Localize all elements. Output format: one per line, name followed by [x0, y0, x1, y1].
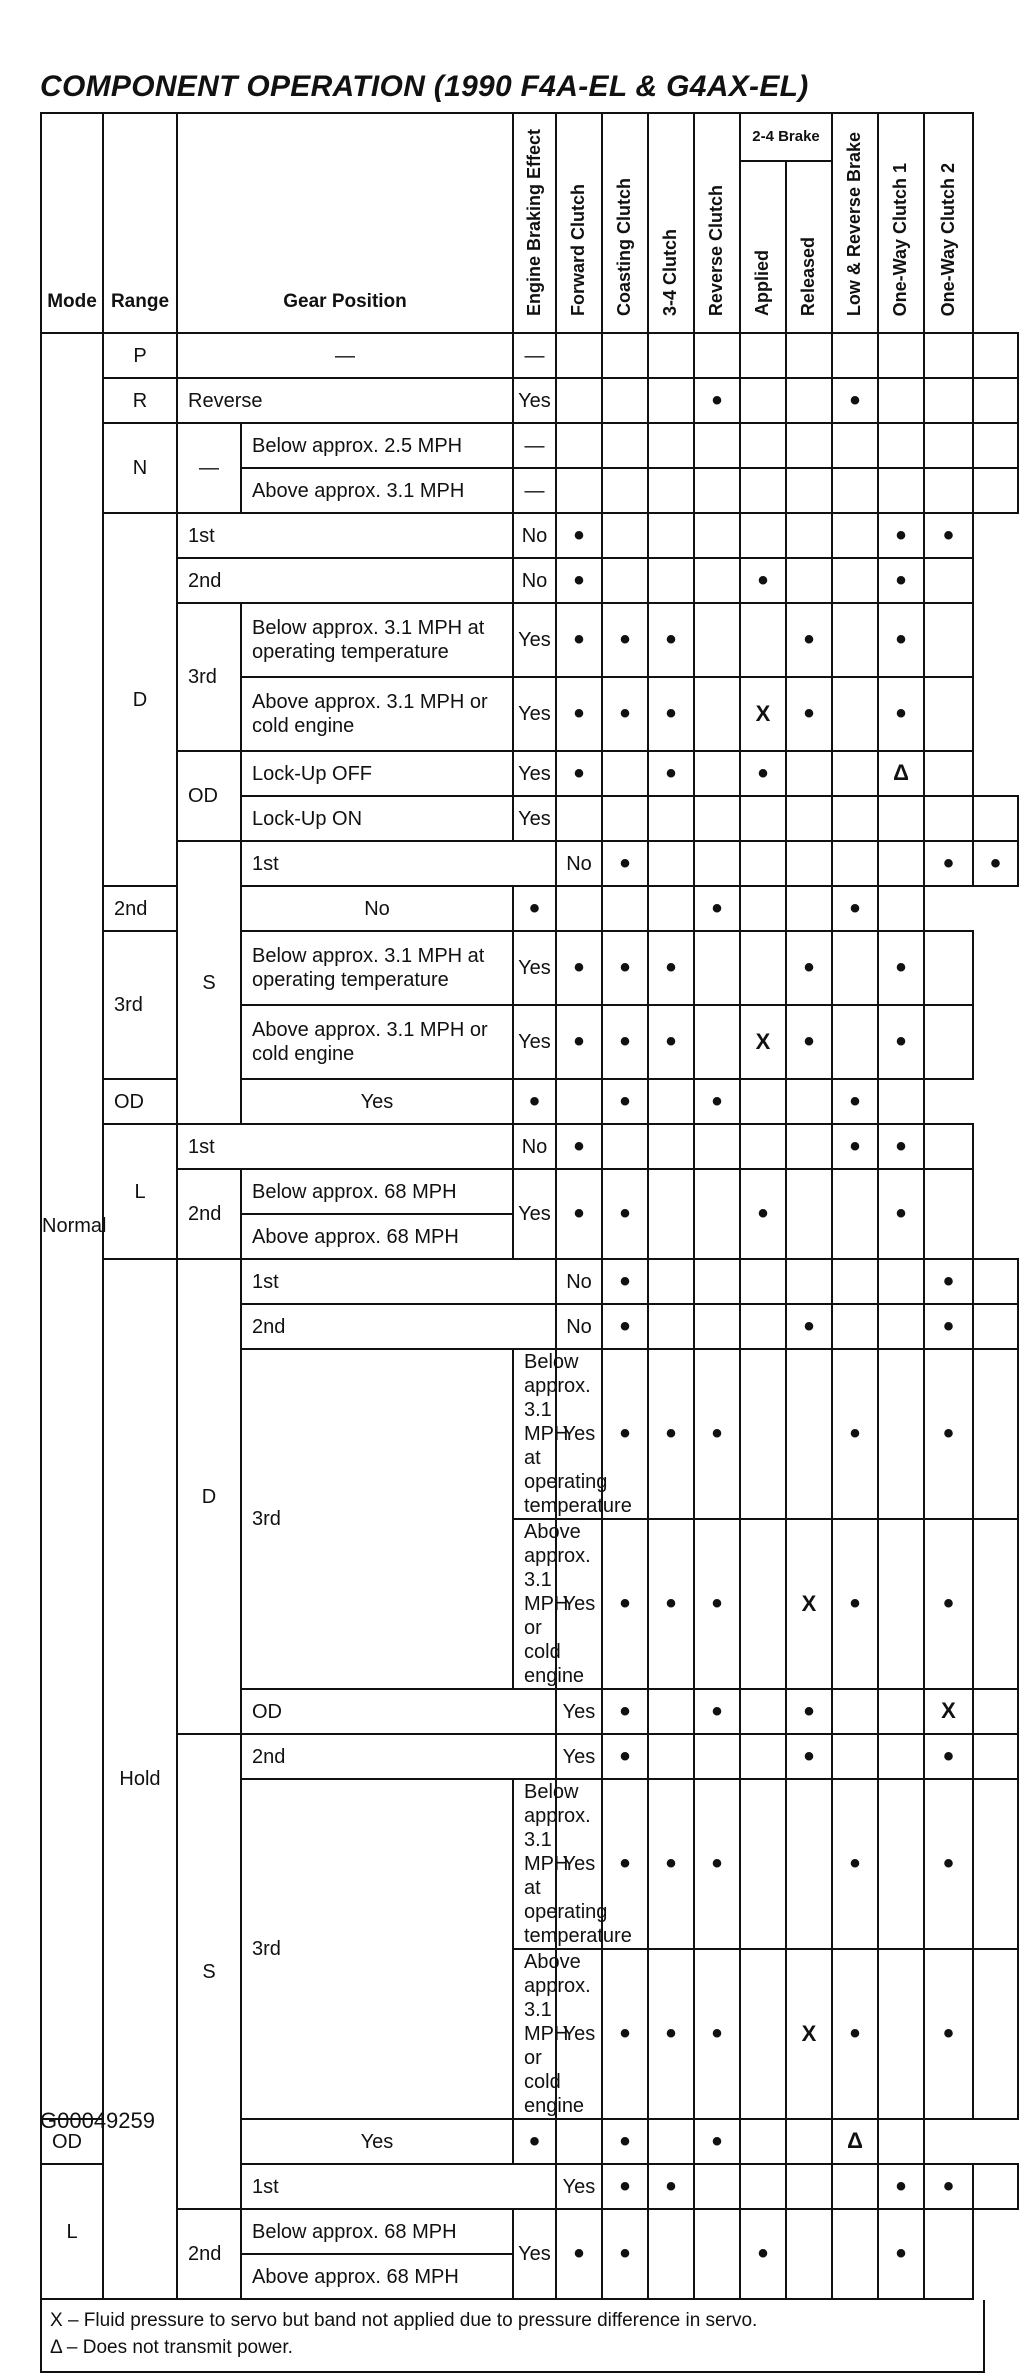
gear-label: 3rd	[177, 603, 241, 751]
header-reverse-clutch: Reverse Clutch	[694, 113, 740, 333]
engine-braking-value: Yes	[513, 1169, 556, 1259]
mode-hold: Hold	[103, 1259, 177, 2299]
cell-dot: •	[602, 1779, 648, 1949]
engine-braking-value: Yes	[513, 1005, 556, 1079]
cell-dot: •	[786, 603, 832, 677]
cell-dot: •	[924, 1349, 973, 1519]
cell-dot: •	[924, 1519, 973, 1689]
cell-delta: Δ	[832, 2119, 878, 2164]
header-34-clutch: 3-4 Clutch	[648, 113, 694, 333]
cell-dot: •	[602, 1304, 648, 1349]
gear-label: OD	[241, 1689, 556, 1734]
gear-label: OD	[41, 2119, 177, 2164]
header-coasting-clutch: Coasting Clutch	[602, 113, 648, 333]
header-24-brake: 2-4 Brake	[740, 113, 832, 161]
table-row	[41, 1079, 1018, 1124]
cell-dot: •	[878, 931, 924, 1005]
engine-braking-value: Yes	[556, 1779, 602, 1949]
cell-dot: •	[786, 1005, 832, 1079]
cell-dot: •	[602, 1005, 648, 1079]
cell-dot: •	[602, 1169, 648, 1259]
cell-dot: •	[648, 2164, 694, 2209]
condition-label: Above approx. 3.1 MPH or cold engine	[513, 1519, 556, 1689]
cell-dot: •	[878, 2164, 924, 2209]
condition-label: Above approx. 3.1 MPH or cold engine	[513, 1949, 556, 2119]
cell-dot: •	[694, 2119, 740, 2164]
cell-dot: •	[832, 378, 878, 423]
condition-label: Lock-Up ON	[241, 796, 513, 841]
cell-dot: •	[740, 558, 786, 603]
page-title: COMPONENT OPERATION (1990 F4A-EL & G4AX-EL)	[40, 70, 809, 103]
engine-braking-value: No	[556, 1259, 602, 1304]
condition-label: Above approx. 68 MPH	[241, 2254, 513, 2299]
gear-label: OD	[177, 751, 241, 841]
table-row	[41, 1124, 1018, 1169]
cell-dot: •	[740, 751, 786, 796]
cell-dot: •	[513, 1079, 556, 1124]
gear-label: Reverse	[177, 378, 513, 423]
table-row	[41, 886, 1018, 931]
cell-dot: •	[694, 1949, 740, 2119]
table-row	[41, 423, 1018, 468]
component-operation-table-container	[40, 112, 1019, 2373]
legend	[40, 2300, 985, 2373]
cell-dot: •	[602, 2119, 648, 2164]
engine-braking-value: Yes	[513, 931, 556, 1005]
cell-dot: •	[556, 513, 602, 558]
cell-dot: •	[832, 1779, 878, 1949]
cell-x: X	[740, 1005, 786, 1079]
engine-braking-value: Yes	[513, 2209, 556, 2299]
header-mode: Mode	[41, 113, 103, 333]
cell-dot: •	[602, 1689, 648, 1734]
cell-dot: •	[832, 1124, 878, 1169]
cell-dot: •	[832, 1349, 878, 1519]
figure-id: G00049259	[40, 2108, 155, 2133]
cell-dot: •	[878, 2209, 924, 2299]
engine-braking-value: Yes	[513, 751, 556, 796]
cell-dot: •	[878, 513, 924, 558]
cell-dot: •	[602, 1349, 648, 1519]
cell-dot: •	[740, 1169, 786, 1259]
engine-braking-value: No	[241, 886, 513, 931]
range-label: R	[103, 378, 177, 423]
cell-x: X	[786, 1949, 832, 2119]
condition-label: Below approx. 2.5 MPH	[241, 423, 513, 468]
header-applied: Applied	[740, 161, 786, 333]
cell-dot: •	[602, 603, 648, 677]
gear-label: 2nd	[241, 1304, 556, 1349]
gear-label: 2nd	[241, 1734, 556, 1779]
gear-label: 2nd	[177, 558, 513, 603]
cell-dot: •	[648, 751, 694, 796]
cell-dot: •	[602, 1519, 648, 1689]
cell-dot: •	[832, 1519, 878, 1689]
cell-dot: •	[513, 886, 556, 931]
range-label: S	[177, 841, 241, 1124]
cell-dot: •	[556, 2209, 602, 2299]
gear-label: —	[177, 333, 513, 378]
cell-dot: •	[694, 886, 740, 931]
cell-dot: •	[648, 1005, 694, 1079]
header-one-way-clutch-2: One-Way Clutch 2	[924, 113, 973, 333]
header-low-reverse-brake: Low & Reverse Brake	[832, 113, 878, 333]
gear-label: 1st	[177, 513, 513, 558]
gear-label: 2nd	[103, 886, 241, 931]
cell-dot: •	[740, 2209, 786, 2299]
header-forward-clutch: Forward Clutch	[556, 113, 602, 333]
cell-dot: •	[786, 1734, 832, 1779]
gear-label: 1st	[241, 1259, 556, 1304]
cell-dot: •	[602, 677, 648, 751]
engine-braking-value: No	[556, 841, 602, 886]
cell-dot: •	[556, 677, 602, 751]
cell-dot: •	[973, 841, 1018, 886]
gear-label: 1st	[177, 1124, 513, 1169]
range-label: D	[103, 513, 177, 886]
condition-label: Lock-Up OFF	[241, 751, 513, 796]
engine-braking-value: No	[513, 558, 556, 603]
table-row	[41, 841, 1018, 886]
cell-dot: •	[513, 2119, 556, 2164]
cell-delta: Δ	[878, 751, 924, 796]
cell-dot: •	[602, 1079, 648, 1124]
cell-dot: •	[924, 1734, 973, 1779]
gear-label: 2nd	[177, 1169, 241, 1259]
cell-dot: •	[786, 1689, 832, 1734]
cell-dot: •	[786, 677, 832, 751]
table-row	[41, 378, 1018, 423]
table-row	[41, 2209, 1018, 2254]
cell-dot: •	[924, 1259, 973, 1304]
range-label: P	[103, 333, 177, 378]
cell-dot: •	[602, 931, 648, 1005]
cell-dot: •	[832, 1949, 878, 2119]
condition-label: Below approx. 3.1 MPH at operating temperature	[241, 931, 513, 1005]
table-row	[41, 1259, 1018, 1304]
cell-dot: •	[694, 1349, 740, 1519]
cell-dot: •	[878, 1005, 924, 1079]
gear-label: 1st	[241, 841, 556, 886]
condition-label: Below approx. 68 MPH	[241, 2209, 513, 2254]
cell-dot: •	[648, 1779, 694, 1949]
header-released: Released	[786, 161, 832, 333]
condition-label: Above approx. 3.1 MPH or cold engine	[241, 1005, 513, 1079]
cell-dot: •	[648, 1949, 694, 2119]
engine-braking-value: Yes	[556, 1734, 602, 1779]
gear-label: 3rd	[241, 1349, 513, 1689]
cell-dot: •	[556, 603, 602, 677]
range-label: S	[177, 1734, 241, 2209]
condition-label: Above approx. 68 MPH	[241, 1214, 513, 1259]
component-operation-table	[40, 112, 1019, 2300]
cell-dot: •	[556, 751, 602, 796]
table-row	[41, 558, 1018, 603]
condition-label: Below approx. 3.1 MPH at operating temperature	[513, 1349, 556, 1519]
table-row	[41, 751, 1018, 796]
cell-dot: •	[878, 558, 924, 603]
engine-braking-value: Yes	[556, 1689, 602, 1734]
cell-dot: •	[924, 1779, 973, 1949]
cell-dot: •	[556, 1005, 602, 1079]
cell-dot: •	[556, 931, 602, 1005]
cell-dot: •	[602, 841, 648, 886]
engine-braking-value: Yes	[556, 1349, 602, 1519]
condition-label: Below approx. 3.1 MPH at operating temperature	[241, 603, 513, 677]
cell-dot: •	[924, 513, 973, 558]
cell-x: X	[786, 1519, 832, 1689]
cell-dot: •	[556, 1124, 602, 1169]
cell-dot: •	[878, 1124, 924, 1169]
engine-braking-value: Yes	[513, 796, 556, 841]
cell-dot: •	[924, 1304, 973, 1349]
range-label: L	[41, 2164, 103, 2299]
cell-dot: •	[556, 558, 602, 603]
range-label: N	[103, 423, 177, 513]
cell-dot: •	[648, 931, 694, 1005]
engine-braking-value: Yes	[556, 2164, 602, 2209]
cell-dot: •	[832, 1079, 878, 1124]
header-engine-braking: Engine Braking Effect	[513, 113, 556, 333]
cell-dot: •	[694, 378, 740, 423]
condition-label: Above approx. 3.1 MPH or cold engine	[241, 677, 513, 751]
condition-label: Below approx. 3.1 MPH at operating temperature	[513, 1779, 556, 1949]
table-row	[41, 603, 1018, 677]
mode-normal: Normal	[41, 333, 103, 2119]
cell-dot: •	[602, 1734, 648, 1779]
gear-label: —	[177, 423, 241, 513]
cell-dot: •	[878, 603, 924, 677]
cell-dot: •	[694, 1079, 740, 1124]
header-row	[41, 113, 1018, 161]
header-one-way-clutch-1: One-Way Clutch 1	[878, 113, 924, 333]
cell-x: X	[924, 1689, 973, 1734]
engine-braking-value: Yes	[513, 677, 556, 751]
legend-delta-note: Δ – Does not transmit power.	[50, 2336, 293, 2358]
engine-braking-value: Yes	[556, 1519, 602, 1689]
engine-braking-value: No	[513, 513, 556, 558]
cell-dot: •	[556, 1169, 602, 1259]
engine-braking-value: Yes	[241, 2119, 513, 2164]
cell-dot: •	[648, 603, 694, 677]
cell-dot: •	[832, 886, 878, 931]
condition-label: Above approx. 3.1 MPH	[241, 468, 513, 513]
cell-dot: •	[878, 677, 924, 751]
engine-braking-value: —	[513, 333, 556, 378]
table-row	[41, 1169, 1018, 1214]
table-row	[41, 513, 1018, 558]
cell-dot: •	[602, 2209, 648, 2299]
cell-x: X	[740, 677, 786, 751]
cell-dot: •	[694, 1689, 740, 1734]
engine-braking-value: —	[513, 468, 556, 513]
cell-dot: •	[924, 2164, 973, 2209]
engine-braking-value: Yes	[241, 1079, 513, 1124]
cell-dot: •	[602, 1259, 648, 1304]
cell-dot: •	[786, 1304, 832, 1349]
condition-label: Below approx. 68 MPH	[241, 1169, 513, 1214]
cell-dot: •	[602, 2164, 648, 2209]
legend-x-note: X – Fluid pressure to servo but band not applied due to pressure difference in servo.	[50, 2310, 758, 2331]
cell-dot: •	[648, 1519, 694, 1689]
cell-dot: •	[924, 1949, 973, 2119]
cell-dot: •	[648, 1349, 694, 1519]
cell-dot: •	[786, 931, 832, 1005]
table-row	[41, 333, 1018, 378]
cell-dot: •	[878, 1169, 924, 1259]
range-label: L	[103, 1124, 177, 1259]
cell-dot: •	[694, 1519, 740, 1689]
engine-braking-value: Yes	[513, 603, 556, 677]
cell-dot: •	[924, 841, 973, 886]
gear-label: OD	[103, 1079, 241, 1124]
gear-label: 3rd	[103, 931, 177, 1079]
cell-dot: •	[602, 1949, 648, 2119]
range-label: D	[177, 1259, 241, 1734]
cell-dot: •	[648, 677, 694, 751]
header-range: Range	[103, 113, 177, 333]
engine-braking-value: Yes	[556, 1949, 602, 2119]
engine-braking-value: No	[513, 1124, 556, 1169]
engine-braking-value: No	[556, 1304, 602, 1349]
engine-braking-value: Yes	[513, 378, 556, 423]
cell-dot: •	[694, 1779, 740, 1949]
engine-braking-value: —	[513, 423, 556, 468]
gear-label: 2nd	[177, 2209, 241, 2299]
header-gear-position: Gear Position	[177, 113, 513, 333]
gear-label: 3rd	[241, 1779, 513, 2119]
gear-label: 1st	[241, 2164, 556, 2209]
table-row	[41, 1734, 1018, 1779]
